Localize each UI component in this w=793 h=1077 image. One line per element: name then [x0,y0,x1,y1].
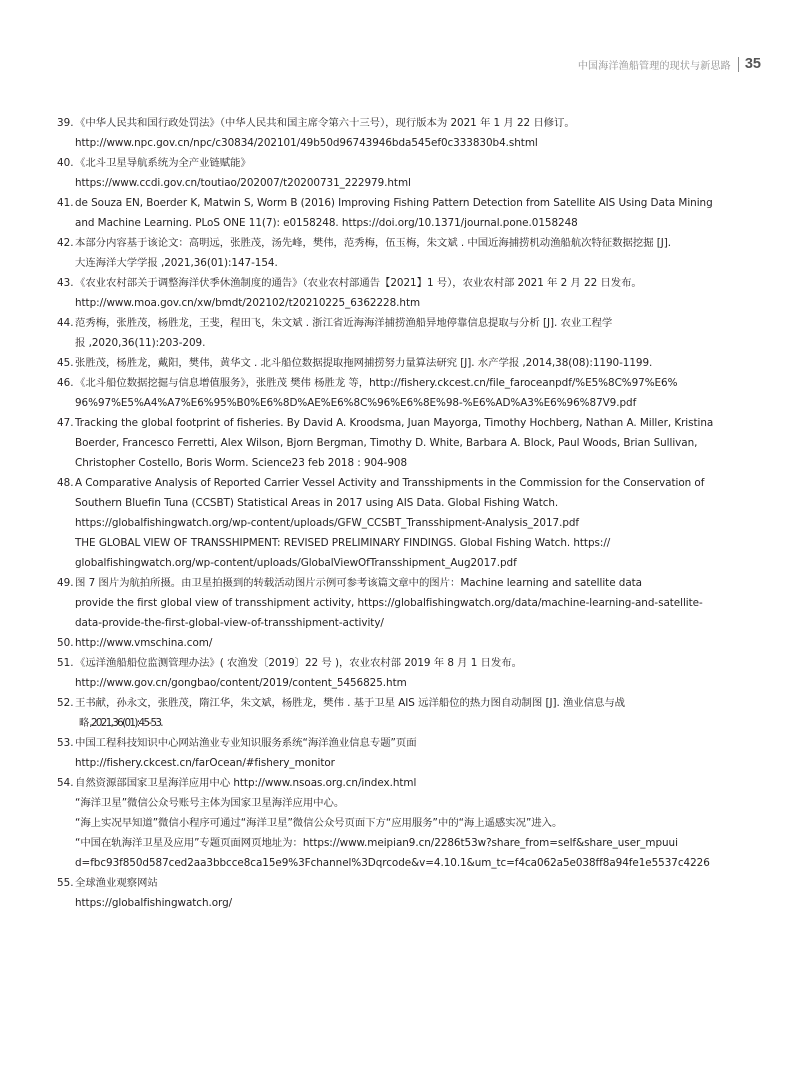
reference-text [75,873,747,913]
reference-line: http://www.npc.gov.cn/npc/c30834/202101/49b50d96743946bda545ef0c333830b4.shtml [75,137,538,149]
reference-line: d=fbc93f850d587ced2aa3bbcce8ca15e9%3Fchannel%3Dqrcode&v=4.10.1&um_tc=f4ca062a5e038ff8a94fe1e5537c4226 [75,857,710,869]
reference-text [75,413,747,473]
reference-line: Tracking the global footprint of fisheries. By David A. Kroodsma, Juan Mayorga, Timothy Hochberg, Nathan A. Miller, Kristina [75,417,714,429]
reference-item [57,353,747,373]
reference-text [75,633,747,653]
reference-line: http://www.gov.cn/gongbao/content/2019/content_5456825.htm [75,677,407,689]
reference-line: https://globalfishingwatch.org/wp-content/uploads/GFW_CCSBT_Transshipment-Analysis_2017.pdf [75,517,580,529]
reference-text [75,153,747,193]
reference-text [75,353,747,373]
running-header [578,54,761,74]
reference-line: Boerder, Francesco Ferretti, Alex Wilson, Bjorn Bergman, Timothy D. White, Barbara A. Block, Paul Woods, Brian Sullivan, [75,437,698,449]
reference-line: 王书献，孙永文，张胜茂，隋江华，朱文斌，杨胜龙，樊伟 . 基于卫星 AIS 远洋船位的热力图自动制图 [J]. 渔业信息与战 [75,697,626,709]
reference-line: globalfishingwatch.org/wp-content/uploads/GlobalViewOfTransshipment_Aug2017.pdf [75,557,517,569]
reference-line: 《农业农村部关于调整海洋伏季休渔制度的通告》（农业农村部通告【2021】1 号），农业农村部 2021 年 2 月 22 日发布。 [75,277,642,289]
reference-line: http://www.vmschina.com/ [75,637,213,649]
reference-text [75,233,747,273]
reference-text [75,773,747,873]
reference-text [75,193,747,233]
reference-number: 53. [57,737,74,749]
reference-line: “中国在轨海洋卫星及应用”专题页面网页地址为：https://www.meipian9.cn/2286t53w?share_from=self&share_user_mpuui [75,837,678,849]
reference-item [57,873,747,913]
reference-line: 本部分内容基于该论文：高明远，张胜茂，汤先峰，樊伟，范秀梅，伍玉梅，朱文斌 . 中国近海捕捞机动渔船航次特征数据挖掘 [J]. [75,237,672,249]
reference-line: 《远洋渔船船位监测管理办法》( 农渔发〔2019〕22 号 )，农业农村部 2019 年 8 月 1 日发布。 [75,657,522,669]
reference-list [57,113,747,913]
reference-number: 44. [57,317,74,329]
reference-text [75,733,747,773]
reference-item [57,273,747,313]
reference-text [75,313,747,353]
reference-line: A Comparative Analysis of Reported Carrier Vessel Activity and Transshipments in the Commission for the Conservation of [75,477,705,489]
reference-line: 自然资源部国家卫星海洋应用中心 http://www.nsoas.org.cn/index.html [75,777,417,789]
reference-line: and Machine Learning. PLoS ONE 11(7): e0158248. https://doi.org/10.1371/journal.pone.0158248 [75,217,578,229]
reference-text [75,473,747,573]
reference-item [57,473,747,573]
reference-line: 范秀梅，张胜茂，杨胜龙，王斐，程田飞，朱文斌 . 浙江省近海海洋捕捞渔船异地停靠信息提取与分析 [J]. 农业工程学 [75,317,613,329]
reference-line: “海上实况早知道”微信小程序可通过“海洋卫星”微信公众号页面下方“应用服务”中的“海上遥感实况”进入。 [75,817,563,829]
reference-line: de Souza EN, Boerder K, Matwin S, Worm B (2016) Improving Fishing Pattern Detection from Satellite AIS Using Data Mining [75,197,713,209]
reference-item [57,193,747,233]
reference-line: http://www.moa.gov.cn/xw/bmdt/202102/t20210225_6362228.htm [75,297,421,309]
reference-line: 张胜茂，杨胜龙，戴阳，樊伟，黄华文 . 北斗船位数据提取拖网捕捞努力量算法研究 [J]. 水产学报 ,2014,38(08):1190-1199. [75,357,653,369]
reference-number: 41. [57,197,74,209]
reference-line: 《中华人民共和国行政处罚法》（中华人民共和国主席令第六十三号），现行版本为 2021 年 1 月 22 日修订。 [75,117,575,129]
reference-item [57,653,747,693]
reference-line: Christopher Costello, Boris Worm. Science23 feb 2018 : 904-908 [75,457,408,469]
reference-item [57,113,747,153]
reference-line: 略 ,2021,36(01):45-53. [79,717,162,729]
reference-line: http://fishery.ckcest.cn/farOcean/#fishery_monitor [75,757,335,769]
reference-line: provide the first global view of transshipment activity, https://globalfishingwatch.org/data/machine-learning-and-satellite- [75,597,703,609]
reference-number: 42. [57,237,74,249]
page-number: 35 [744,56,761,72]
reference-text [75,653,747,693]
reference-item [57,573,747,633]
reference-item [57,733,747,773]
reference-number: 48. [57,477,74,489]
reference-number: 40. [57,157,74,169]
reference-number: 54. [57,777,74,789]
reference-number: 52. [57,697,74,709]
reference-text [75,113,747,153]
reference-number: 47. [57,417,74,429]
running-title: 中国海洋渔船管理的现状与新思路 [577,60,731,72]
reference-text [75,693,747,733]
reference-number: 46. [57,377,74,389]
reference-item [57,313,747,353]
reference-item [57,413,747,473]
reference-line: 大连海洋大学学报 ,2021,36(01):147-154. [75,257,278,269]
reference-line: 《北斗船位数据挖掘与信息增值服务》，张胜茂 樊伟 杨胜龙 等，http://fishery.ckcest.cn/file_faroceanpdf/%E5%8C%97%E6% [75,377,678,389]
reference-number: 39. [57,117,74,129]
reference-text [75,373,747,413]
reference-line: https://globalfishingwatch.org/ [75,897,233,909]
reference-line: THE GLOBAL VIEW OF TRANSSHIPMENT: REVISED PRELIMINARY FINDINGS. Global Fishing Watch. https:// [75,537,611,549]
reference-number: 49. [57,577,74,589]
reference-item [57,153,747,193]
reference-line: “海洋卫星”微信公众号账号主体为国家卫星海洋应用中心。 [75,797,345,809]
reference-item [57,633,747,653]
reference-text [75,273,747,313]
reference-line: 96%97%E5%A4%A7%E6%95%B0%E6%8D%AE%E6%8C%96%E6%8E%98-%E6%AD%A3%E6%96%87V9.pdf [75,397,637,409]
reference-item [57,373,747,413]
header-divider [738,57,739,72]
reference-line: https://www.ccdi.gov.cn/toutiao/202007/t20200731_222979.html [75,177,411,189]
reference-number: 43. [57,277,74,289]
reference-line: Southern Bluefin Tuna (CCSBT) Statistical Areas in 2017 using AIS Data. Global Fishing Watch. [75,497,559,509]
reference-line: 图 7 图片为航拍所摄。由卫星拍摄到的转载活动图片示例可参考该篇文章中的图片：Machine learning and satellite data [75,577,643,589]
reference-number: 51. [57,657,74,669]
reference-item [57,773,747,873]
reference-number: 50. [57,637,74,649]
reference-number: 55. [57,877,74,889]
reference-line: 《北斗卫星导航系统为全产业链赋能》 [75,157,251,169]
reference-line: 报 ,2020,36(11):203-209. [75,337,206,349]
reference-line: 中国工程科技知识中心网站渔业专业知识服务系统“海洋渔业信息专题”页面 [75,737,417,749]
reference-number: 45. [57,357,74,369]
reference-line: 全球渔业观察网站 [75,877,158,889]
reference-item [57,233,747,273]
reference-line: data-provide-the-first-global-view-of-transshipment-activity/ [75,617,384,629]
reference-text [75,573,747,633]
reference-item [57,693,747,733]
